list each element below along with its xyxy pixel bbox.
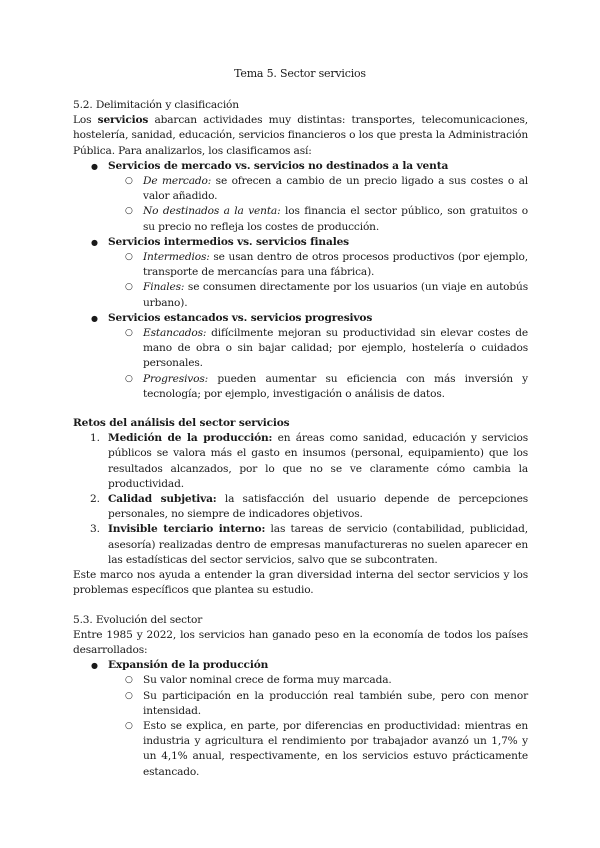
closing-paragraph: Este marco nos ayuda a entender la gran diversidad interna del sector servicios y los problemas específicos que plantea su estudio. <box>73 569 528 597</box>
sub-list-item <box>143 204 528 234</box>
section-intro: Entre 1985 y 2022, los servicios han ganado peso en la economía de todos los países desarrollados: <box>73 628 528 656</box>
list-item-title: Servicios estancados vs. servicios progresivos <box>108 311 373 324</box>
item-number: 2. <box>90 493 100 506</box>
list-item <box>108 658 528 780</box>
section-heading-5-3: 5.3. Evolución del sector <box>73 613 203 626</box>
item-title: Invisible terciario interno: <box>108 523 266 536</box>
list-item-title: Servicios intermedios vs. servicios finales <box>108 235 349 248</box>
page-title: Tema 5. Sector servicios <box>234 67 366 80</box>
sub-list-item <box>143 326 528 372</box>
sub-list-item: ○ Su participación en la producción real también sube, pero con menor intensidad. <box>143 689 528 719</box>
item-number: 3. <box>90 523 100 536</box>
list-item-title: Expansión de la producción <box>108 659 269 672</box>
spacer <box>73 402 528 416</box>
term: De mercado: <box>143 175 212 188</box>
definition: se consumen directamente por los usuarios (un viaje en autobús urbano). <box>143 281 528 309</box>
numbered-item <box>90 431 528 492</box>
sub-list-item <box>143 280 528 310</box>
sub-list <box>108 250 528 311</box>
intro-text-rest: abarcan actividades muy distintas: transportes, telecomunicaciones, hostelería, sanidad, educación, servicios financieros o los que presta la Administración Pública. Para analizarlos, los clasificamos así: <box>73 114 528 157</box>
challenges-list <box>73 431 528 568</box>
retos-heading-text: Retos del análisis del sector servicios <box>73 417 290 430</box>
numbered-item <box>90 492 528 522</box>
term: Intermedios: <box>143 251 210 264</box>
list-item-title: Servicios de mercado vs. servicios no destinados a la venta <box>108 159 449 172</box>
term: Estancados: <box>143 327 207 340</box>
term: Progresivos: <box>143 372 209 385</box>
evolution-list <box>73 658 528 780</box>
definition: pueden aumentar su eficiencia con más inversión y tecnología; por ejemplo, investigación o análisis de datos. <box>143 372 528 400</box>
sub-list <box>108 673 528 779</box>
definition: difícilmente mejoran su productividad sin elevar costes de mano de obra o sin bajar calidad; por ejemplo, hostelería o cuidados personales. <box>143 327 528 370</box>
list-item <box>108 235 528 311</box>
item-number: 1. <box>90 432 100 445</box>
sub-list <box>108 326 528 402</box>
document-body <box>73 98 528 780</box>
intro-keyword: servicios <box>97 114 149 127</box>
spacer <box>73 599 528 613</box>
sub-list-item: ○ Su valor nominal crece de forma muy marcada. <box>143 673 528 688</box>
classification-list <box>73 159 528 402</box>
item-text: la satisfacción del usuario depende de percepciones personales, no siempre de indicadores objetivos. <box>108 493 528 521</box>
item-text: las tareas de servicio (contabilidad, publicidad, asesoría) realizadas dentro de empresas manufactureras no suelen aparecer en las estadísticas del sector servicios, salvo que se subcontraten. <box>108 523 528 566</box>
list-item <box>108 311 528 402</box>
definition: los financia el sector público, son gratuitos o su precio no refleja los costes de producción. <box>143 205 528 233</box>
section-intro <box>73 113 528 159</box>
item-text: en áreas como sanidad, educación y servicios públicos se valora más el gasto en insumos (personal, equipamiento) que los resultados alcanzados, por lo que no se ve claramente cómo cambia la productividad. <box>108 432 528 490</box>
definition: se usan dentro de otros procesos productivos (por ejemplo, transporte de mercancías para una fábrica). <box>143 251 528 279</box>
numbered-item <box>90 522 528 568</box>
sub-list-item <box>143 174 528 204</box>
section-heading-retos <box>73 416 528 431</box>
sub-list <box>108 174 528 235</box>
definition: se ofrecen a cambio de un precio ligado a sus costes o al valor añadido. <box>143 175 528 203</box>
term: No destinados a la venta: <box>143 205 281 218</box>
list-item <box>108 159 528 235</box>
section-heading-5-2: 5.2. Delimitación y clasificación <box>73 99 239 111</box>
sub-list-item <box>143 250 528 280</box>
sub-list-item: ○ Esto se explica, en parte, por diferencias en productividad: mientras en industria y agricultura el rendimiento por trabajador avanzó un 1,7% y un 4,1% anual, respectivamente, en los servicios estuvo prácticamente estancado. <box>143 719 528 780</box>
term: Finales: <box>143 281 185 294</box>
intro-text-start: Los <box>73 114 98 127</box>
sub-list-item <box>143 372 528 402</box>
item-title: Medición de la producción: <box>108 432 273 445</box>
item-title: Calidad subjetiva: <box>108 493 217 506</box>
